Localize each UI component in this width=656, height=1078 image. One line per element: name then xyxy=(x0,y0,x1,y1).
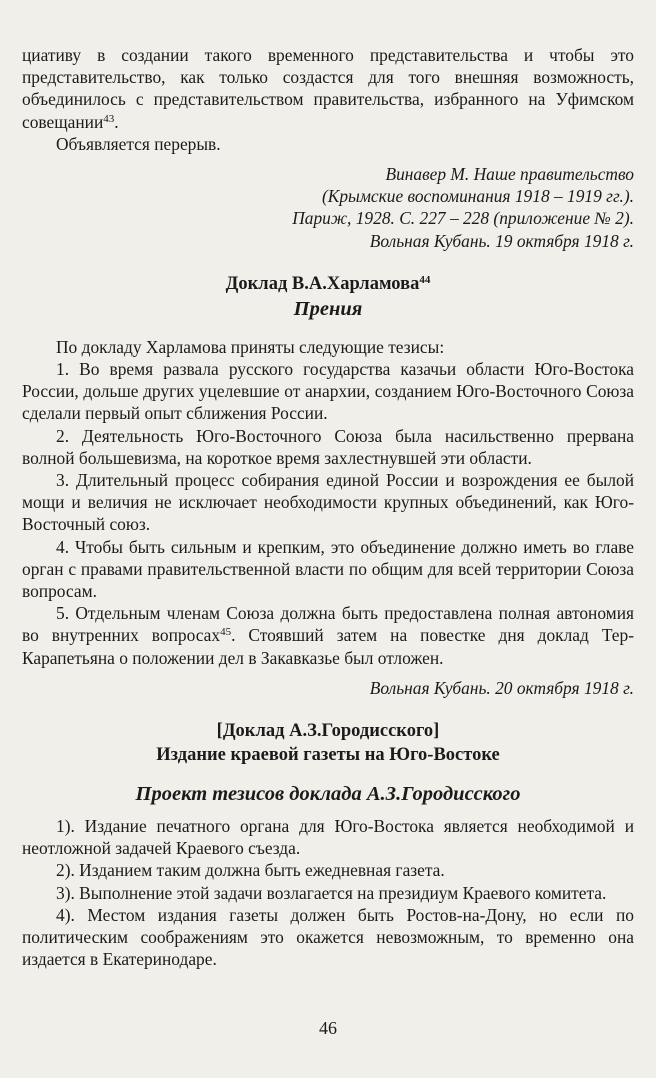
thesis-item: 5. Отдельным членам Союза должна быть предоставлена полная автономия во внутренних вопросах$^{45}$. Стоявший затем на повестке дня доклад Тер-Карапетьяна о положении дел в Закавказье был отложен. xyxy=(22,603,634,668)
thesis-item: 1). Издание печатного органа для Юго-Востока является необходимой и неотложной задачей Краевого съезда. xyxy=(22,816,634,859)
paragraph-break-announcement: Объявляется перерыв. xyxy=(56,133,221,154)
citation-line: Винавер М. Наше правительство xyxy=(385,164,634,185)
footnote-ref: 43 xyxy=(103,112,115,125)
citation-line: Париж, 1928. С. 227 – 228 (приложение № 2). xyxy=(292,208,634,229)
footnote-ref: 45 xyxy=(220,626,232,639)
thesis-intro: По докладу Харламова приняты следующие тезисы: xyxy=(56,336,445,357)
thesis-item: 3. Длительный процесс собирания единой России и возрождения ее былой мощи и величия не исключает необходимости крупных объединений, как Юго-Восточный союз. xyxy=(22,470,634,535)
section-subtitle: Издание краевой газеты на Юго-Востоке xyxy=(156,745,500,766)
thesis-item: 3). Выполнение этой задачи возлагается на президиум Краевого комитета. xyxy=(56,882,607,903)
thesis-item: 4). Местом издания газеты должен быть Ростов-на-Дону, но если по политическим соображениям это окажется невозможным, то временно она издается в Екатеринодаре. xyxy=(22,904,634,970)
paragraph-continuation xyxy=(22,44,634,133)
thesis-item: 4. Чтобы быть сильным и крепким, это объединение должно иметь во главе орган с правами правительственной власти по общим для всей территории Союза вопросам. xyxy=(22,536,634,602)
citation-line: Вольная Кубань. 19 октября 1918 г. xyxy=(369,230,634,251)
section-title: Доклад В.А.Харламова$^{44}$ xyxy=(225,273,431,294)
paragraph-text: циативу в создании такого временного представительства и чтобы это представительство, как только создастся для того внешняя возможность, объединилось с представительством правительства, избранного на Уфимском совещании xyxy=(22,45,634,132)
citation-block xyxy=(22,163,634,252)
citation-line: (Крымские воспоминания 1918 – 1919 гг.). xyxy=(322,186,634,207)
footnote-ref: 44 xyxy=(419,273,431,286)
theses-heading: Проект тезисов доклада А.З.Городисского xyxy=(135,783,521,806)
paragraph-end: . xyxy=(114,111,119,132)
thesis-item: 2). Изданием таким должна быть ежедневная газета. xyxy=(56,860,445,881)
page-number: 46 xyxy=(319,1018,337,1038)
section-subtitle: Прения xyxy=(293,297,363,320)
section-title: [Доклад А.З.Городисского] xyxy=(216,721,440,742)
thesis-item: 2. Деятельность Юго-Восточного Союза была насильственно прервана волной большевизма, на короткое время захлестнувшей эти области. xyxy=(22,425,634,468)
thesis-item: 1. Во время развала русского государства казачьи области Юго-Востока России, дольше других уцелевшие от анархии, созданием Юго-Восточного Союза сделали первый опыт сближения России. xyxy=(22,359,634,424)
citation-line: Вольная Кубань. 20 октября 1918 г. xyxy=(369,677,634,698)
document-page xyxy=(22,44,634,971)
